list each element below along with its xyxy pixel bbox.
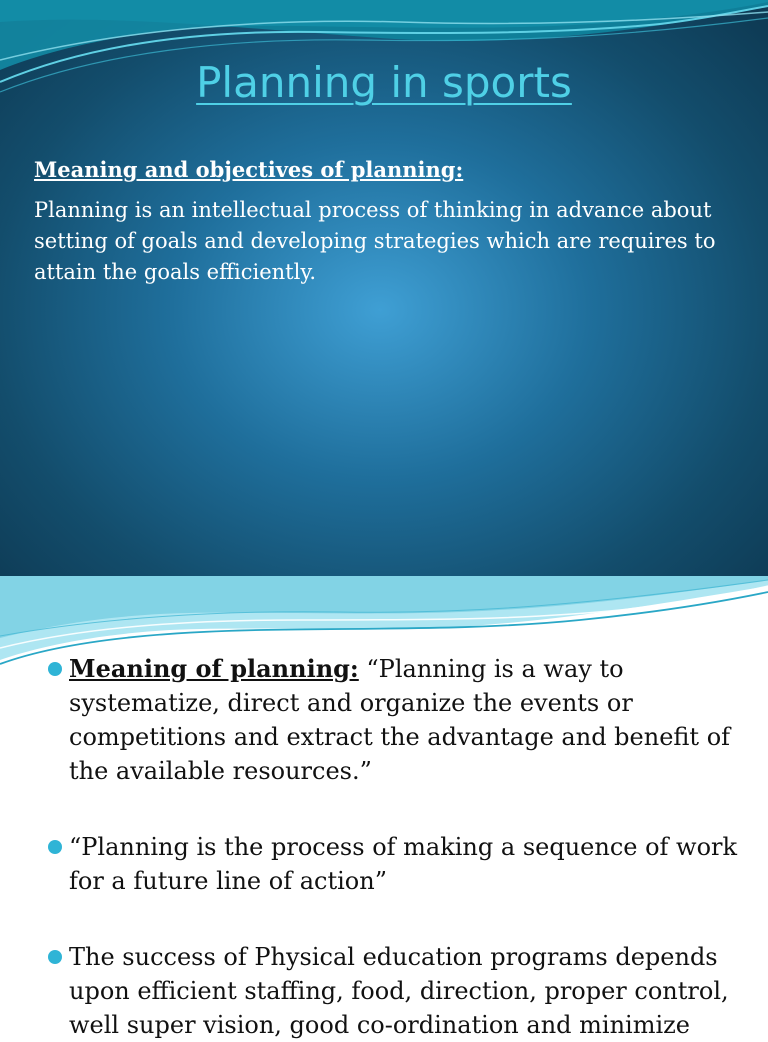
bullet-process-definition (69, 830, 739, 898)
bullet-dot-icon (48, 950, 62, 964)
bullet-dot-icon (48, 662, 62, 676)
intro-paragraph: Planning is an intellectual process of thinking in advance about setting of goals and developing strategies which are requires to attain the goals efficiently. (34, 198, 716, 284)
section-subheading: Meaning and objectives of planning: (34, 157, 464, 182)
bullet-lead: Meaning of planning: (69, 654, 359, 683)
bullet-text: “Planning is the process of making a sequence of work for a future line of action” (69, 833, 738, 895)
slide-2 (0, 576, 768, 1039)
bullet-meaning-of-planning (69, 652, 739, 788)
slide-title: Planning in sports (196, 58, 572, 107)
bullet-text: “Planning is a way to systematize, direct and organize the events or competitions and extract the advantage and benefit of the available resources.” (69, 655, 731, 785)
bullet-dot-icon (48, 840, 62, 854)
bullet-success-factors (69, 940, 739, 1042)
bullet-text: The success of Physical education programs depends upon efficient staffing, food, direction, proper control, well super vision, good co-ordination and minimize (69, 943, 729, 1039)
